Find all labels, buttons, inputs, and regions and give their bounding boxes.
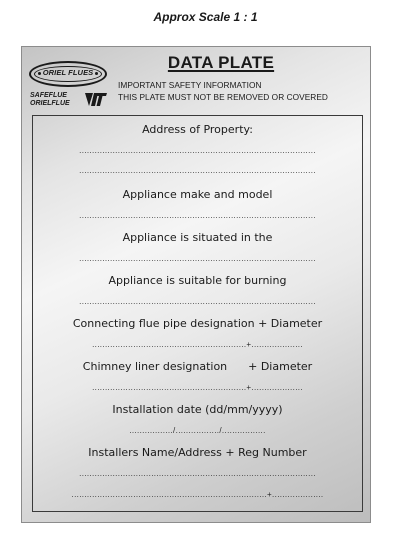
address-line-2: ............................................................................................ (79, 166, 316, 175)
logo-sub-orielflue: ORIELFLUE (30, 100, 70, 107)
logo-subtitle (30, 92, 70, 108)
safety-info-line: IMPORTANT SAFETY INFORMATION (118, 80, 262, 90)
appliance-make-line: ............................................................................................ (79, 211, 316, 220)
data-plate (21, 46, 371, 523)
plate-title: DATA PLATE (167, 53, 275, 72)
installer-line-2: ............................................................................+.................... (71, 490, 324, 499)
logo-sub-safeflue: SAFEFLUE (30, 92, 67, 99)
address-label: Address of Property: (142, 123, 253, 136)
logo-text: ORIEL FLUES (42, 68, 94, 77)
appliance-location-line: ............................................................................................ (79, 254, 316, 263)
appliance-location-label: Appliance is situated in the (122, 231, 273, 244)
chimney-liner-label: Chimney liner designation + Diameter (82, 360, 313, 373)
form-box (32, 115, 363, 512)
scale-caption: Approx Scale 1 : 1 (153, 10, 258, 24)
chimney-liner-line: ............................................................+.................... (92, 383, 303, 392)
hetas-mark-icon (84, 91, 108, 107)
installation-date-line: ................./................./................. (129, 426, 266, 435)
installer-label: Installers Name/Address + Reg Number (88, 446, 307, 459)
do-not-remove-line: THIS PLATE MUST NOT BE REMOVED OR COVERED (118, 92, 328, 102)
flue-pipe-label: Connecting flue pipe designation + Diameter (72, 317, 323, 330)
fuel-type-label: Appliance is suitable for burning (108, 274, 287, 287)
address-line-1: ............................................................................................ (79, 146, 316, 155)
flue-pipe-line: ............................................................+.................... (92, 340, 303, 349)
installer-line-1: ............................................................................................ (79, 469, 316, 478)
installation-date-label: Installation date (dd/mm/yyyy) (112, 403, 283, 416)
appliance-make-label: Appliance make and model (122, 188, 273, 201)
fuel-type-line: ............................................................................................ (79, 297, 316, 306)
